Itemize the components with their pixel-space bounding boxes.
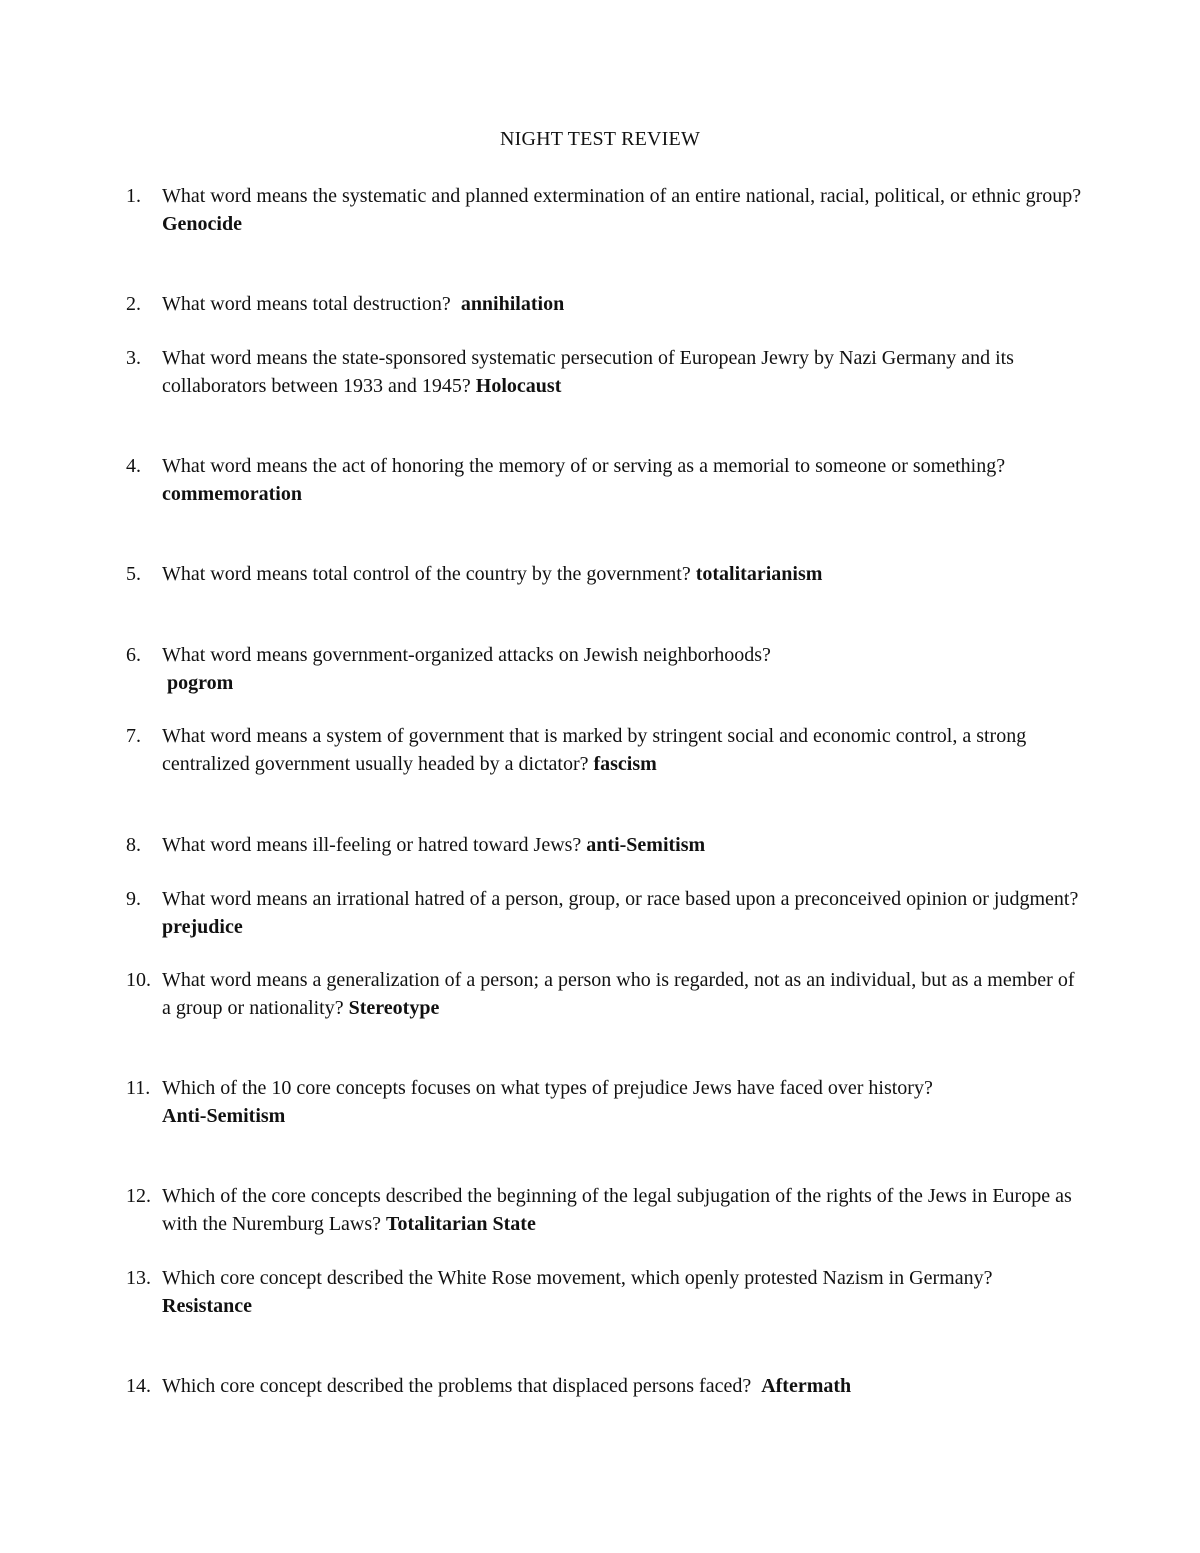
list-item [126,1074,1086,1130]
item-number: 7. [126,725,141,747]
answer-text: pogrom [167,672,234,694]
question-text: What word means ill-feeling or hatred toward Jews? [162,834,582,856]
item-number: 8. [126,834,141,856]
question-text: Which of the 10 core concepts focuses on what types of prejudice Jews have faced over history? [162,1077,933,1099]
item-number: 11. [126,1077,151,1099]
question-text: What word means the systematic and planned extermination of an entire national, racial, political, or ethnic group? [162,185,1082,207]
list-item [126,1372,1086,1400]
question-text: What word means total destruction? [162,293,451,315]
list-item [126,885,1086,941]
question-text: Which of the core concepts described the beginning of the legal subjugation of the rights of the Jews in Europe as with the Nuremburg Laws? [162,1185,1072,1235]
item-number: 6. [126,644,141,666]
answer-text: fascism [593,753,657,775]
list-item [126,831,1086,859]
item-number: 10. [126,969,151,991]
answer-text: Genocide [162,213,242,235]
answer-text: Aftermath [761,1375,852,1397]
item-number: 1. [126,185,141,207]
question-text: What word means total control of the country by the government? [162,563,691,585]
question-text: What word means government-organized attacks on Jewish neighborhoods? [162,644,771,666]
answer-text: prejudice [162,916,243,938]
answer-text: Anti-Semitism [162,1105,286,1127]
list-item [126,452,1086,508]
list-item [126,966,1086,1022]
list-item [126,182,1086,238]
item-number: 12. [126,1185,151,1207]
item-number: 13. [126,1267,151,1289]
item-number: 4. [126,455,141,477]
list-item [126,290,1086,318]
question-text: What word means a system of government that is marked by stringent social and economic control, a strong centralized government usually headed by a dictator? [162,725,1027,775]
list-item [126,344,1086,400]
item-number: 14. [126,1375,151,1397]
question-text: What word means the act of honoring the memory of or serving as a memorial to someone or something? [162,455,1006,477]
answer-text: Holocaust [475,375,562,397]
question-text: What word means the state-sponsored systematic persecution of European Jewry by Nazi Germany and its collaborators between 1933 and 1945? [162,347,1014,397]
answer-text: annihilation [460,293,565,315]
question-text: Which core concept described the problems that displaced persons faced? [162,1375,752,1397]
answer-text: anti-Semitism [586,834,706,856]
answer-text: Resistance [162,1295,252,1317]
item-number: 5. [126,563,141,585]
page-title: NIGHT TEST REVIEW [499,128,701,150]
list-item [126,1264,1086,1320]
list-item [126,560,1086,588]
list-item [126,1182,1086,1238]
question-text: What word means an irrational hatred of a person, group, or race based upon a preconceived opinion or judgment? [162,888,1079,910]
question-text: What word means a generalization of a person; a person who is regarded, not as an individual, but as a member of a group or nationality? [162,969,1075,1019]
list-item [126,641,1086,697]
answer-text: commemoration [162,483,302,505]
item-number: 3. [126,347,141,369]
list-item [126,722,1086,778]
item-number: 2. [126,293,141,315]
answer-text: Totalitarian State [386,1213,536,1235]
question-text: Which core concept described the White Rose movement, which openly protested Nazism in Germany? [162,1267,993,1289]
answer-text: Stereotype [348,997,440,1019]
item-number: 9. [126,888,141,910]
answer-text: totalitarianism [695,563,823,585]
